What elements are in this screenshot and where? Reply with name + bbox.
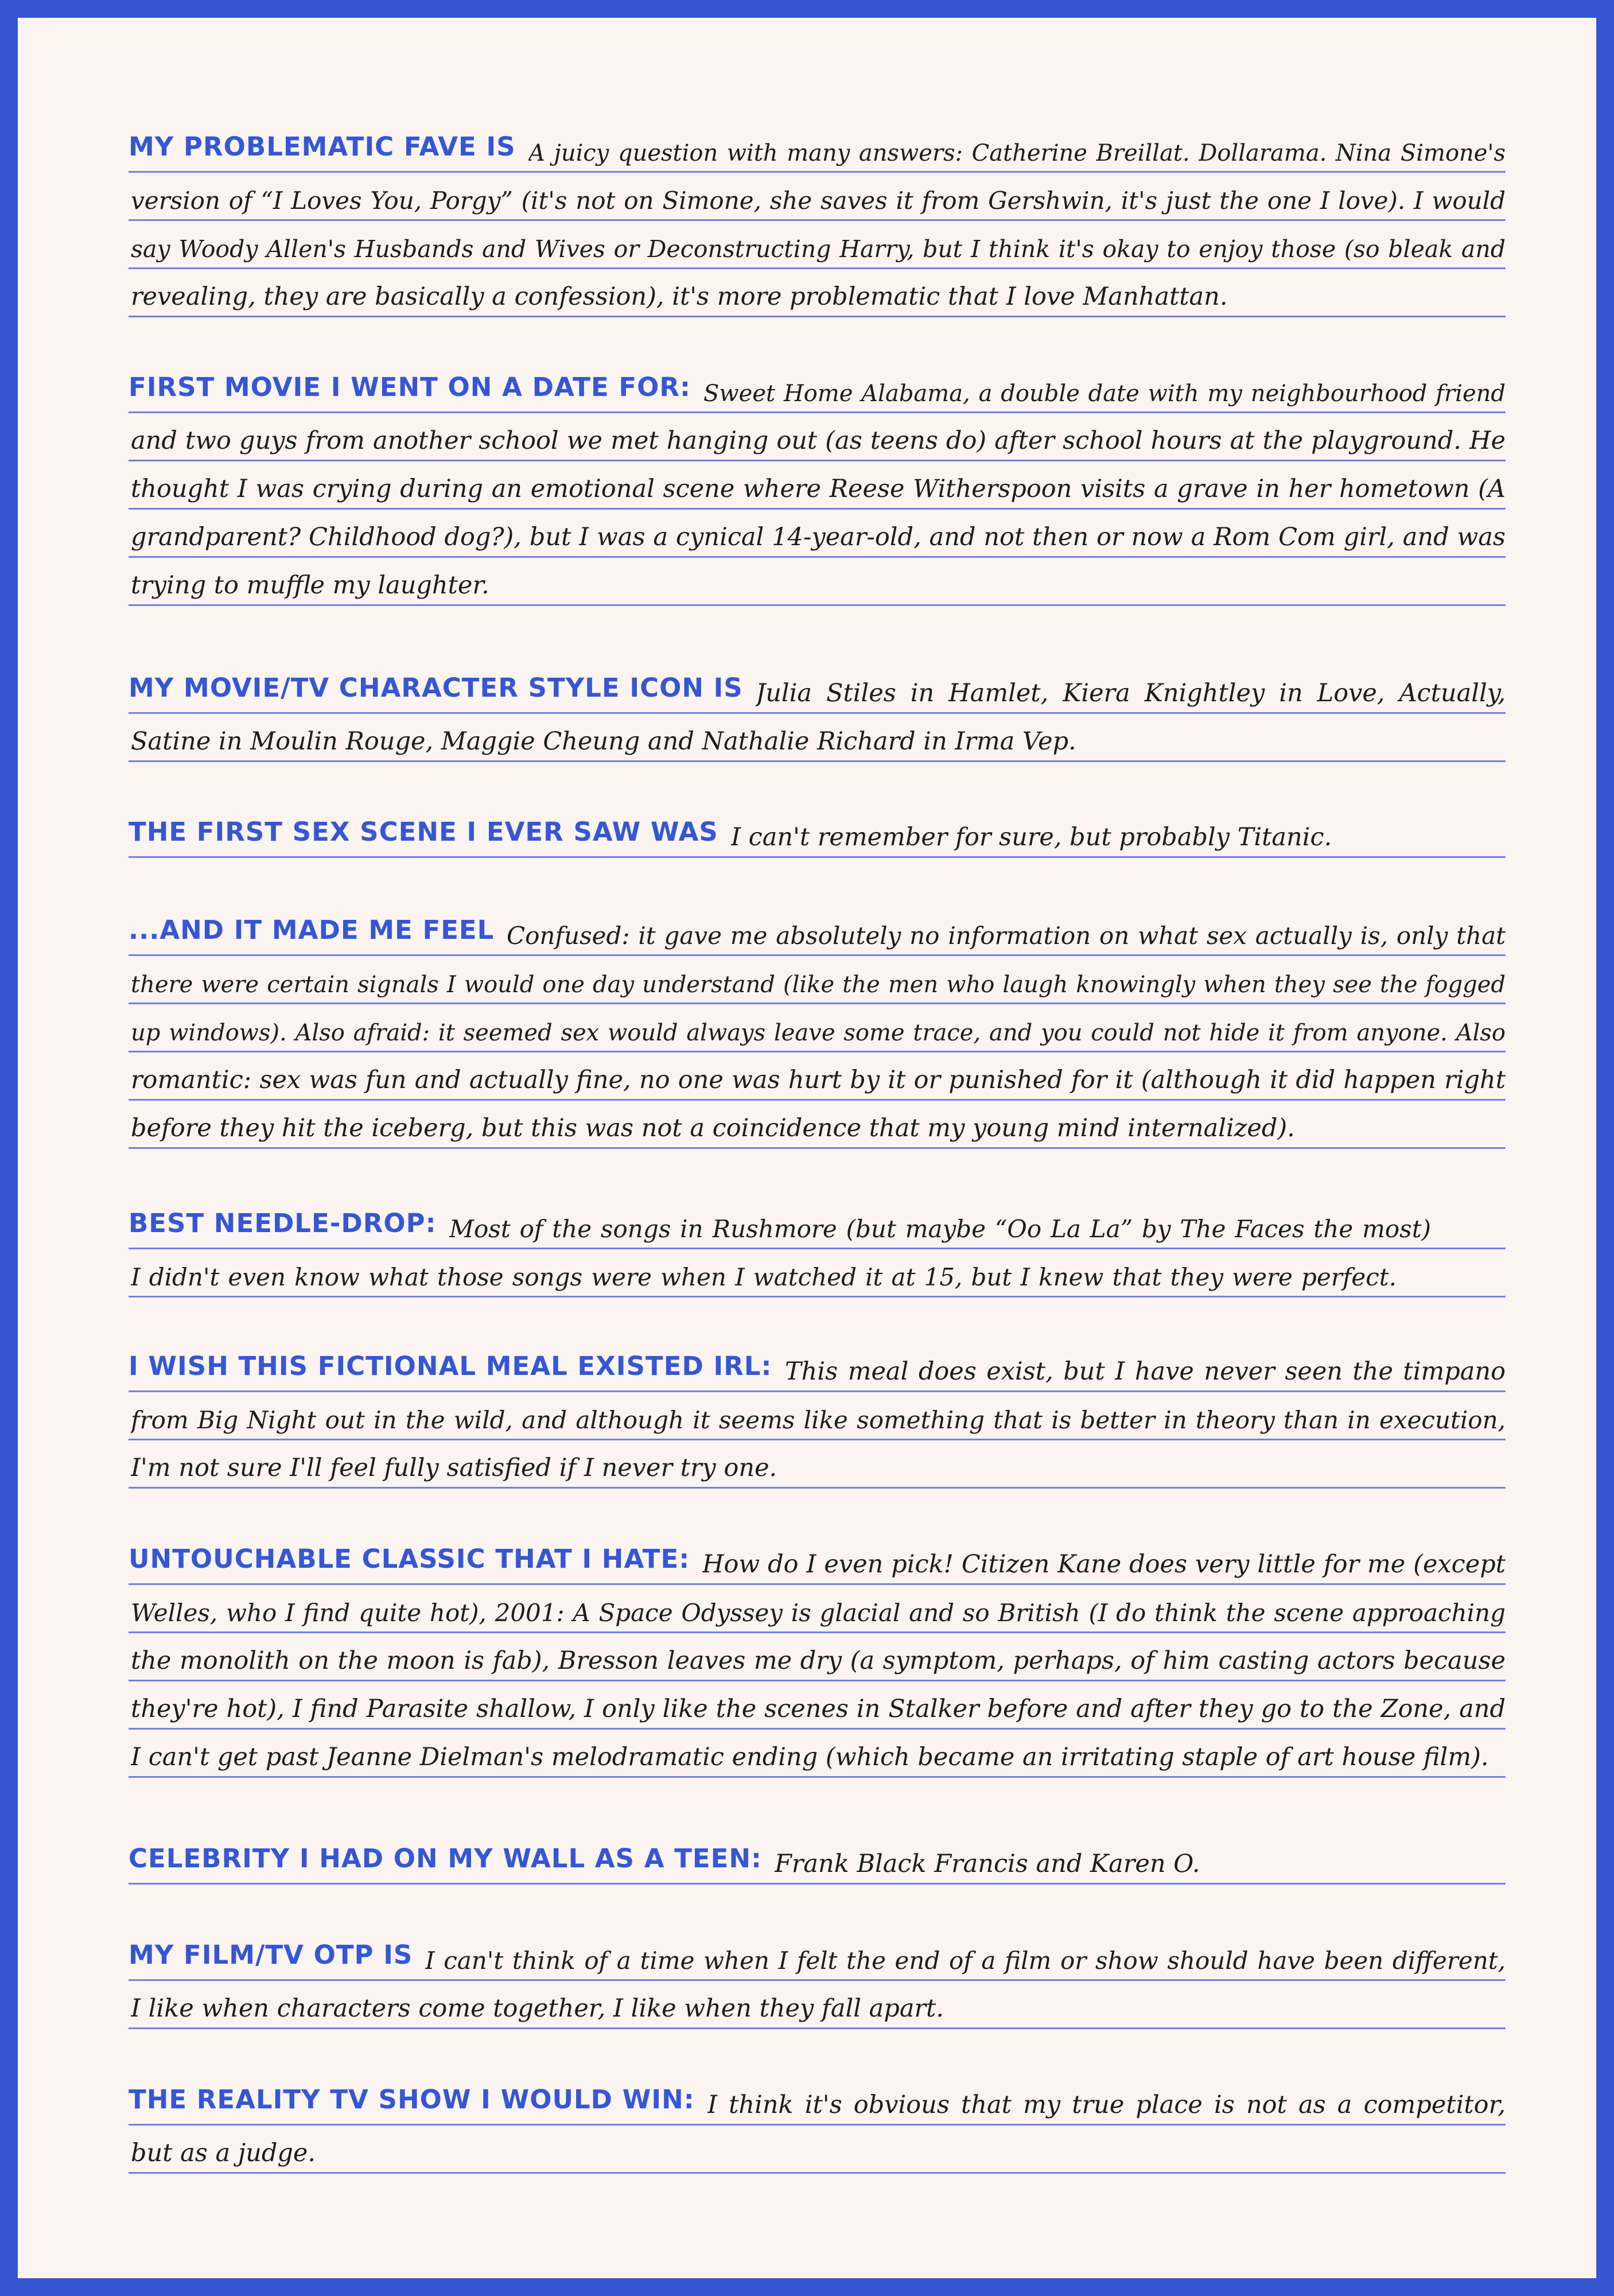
answer-text: I'm not sure I'll feel fully satisfied if I never try one. [131, 1454, 777, 1482]
question-label: CELEBRITY I HAD ON MY WALL AS A TEEN: [129, 1843, 770, 1874]
entry-film-tv-otp [129, 1933, 1506, 2029]
answer-text: A juicy question with many answers: Catherine Breillat. Dollarama. Nina Simone's [528, 140, 1506, 166]
answer-text: they're hot), I find Parasite shallow, I only like the scenes in Stalker before and after they go to the Zone, and [131, 1695, 1506, 1723]
entry-line [129, 1585, 1506, 1633]
question-label: ...AND IT MADE ME FEEL [129, 915, 502, 945]
answer-text: I like when characters come together, I like when they fall apart. [131, 1994, 944, 2023]
answer-text: up windows). Also afraid: it seemed sex would always leave some trace, and you could not hide it from anyone. Also [131, 1020, 1506, 1046]
answer-text: grandparent? Childhood dog?), but I was a cynical 14-year-old, and not then or now a Rom Com girl, and was [131, 523, 1506, 551]
answer-text: Satine in Moulin Rouge, Maggie Cheung and Nathalie Richard in Irma Vep. [131, 727, 1076, 756]
entry-style-icon [129, 666, 1506, 762]
answer-text: Sweet Home Alabama, a double date with my neighbourhood friend [703, 380, 1506, 407]
entry-line [129, 1633, 1506, 1681]
entry-untouchable-classic [129, 1537, 1506, 1778]
entry-line [129, 1101, 1506, 1149]
question-label: MY FILM/TV OTP IS [129, 1940, 421, 1970]
entry-line [129, 461, 1506, 510]
answer-text: the monolith on the moon is fab), Bresson leaves me dry (a symptom, perhaps, of him casting actors because [131, 1646, 1506, 1675]
answer-text: I can't think of a time when I felt the end of a film or show should have been different, [425, 1947, 1506, 1975]
entry-reality-show [129, 2077, 1506, 2174]
entry-line [129, 1981, 1506, 2029]
answer-text: I can't get past Jeanne Dielman's melodramatic ending (which became an irritating staple of art house film). [131, 1743, 1489, 1771]
entry-line [129, 413, 1506, 461]
entry-line [129, 1681, 1506, 1730]
answer-text: there were certain signals I would one day understand (like the men who laugh knowingly when they see the fogged [131, 972, 1506, 998]
entry-celebrity-wall [129, 1836, 1506, 1885]
entry-line [129, 810, 1506, 858]
entry-line [129, 956, 1506, 1004]
entry-line [129, 1249, 1506, 1297]
entry-line [129, 1052, 1506, 1101]
entry-line [129, 1836, 1506, 1885]
entry-line [129, 1730, 1506, 1778]
answer-text: but as a judge. [131, 2139, 316, 2167]
entry-line [129, 558, 1506, 606]
entry-line [129, 1392, 1506, 1440]
answer-text: This meal does exist, but I have never seen the timpano [785, 1357, 1506, 1386]
entry-line [129, 125, 1506, 173]
answer-text: and two guys from another school we met hanging out (as teens do) after school hours at the playground. He [131, 426, 1506, 455]
answer-text: I think it's obvious that my true place is not as a competitor, [707, 2091, 1506, 2119]
questionnaire-page [18, 18, 1596, 2278]
entry-line [129, 173, 1506, 221]
answer-text: thought I was crying during an emotional scene where Reese Witherspoon visits a grave in her hometown (A [131, 475, 1506, 503]
answer-text: I can't remember for sure, but probably Titanic. [731, 823, 1332, 852]
question-label: MY PROBLEMATIC FAVE IS [129, 131, 524, 162]
answer-text: romantic: sex was fun and actually fine, no one was hurt by it or punished for it (although it did happen right [131, 1066, 1506, 1094]
entry-line [129, 1201, 1506, 1249]
entry-line [129, 1004, 1506, 1052]
entry-line [129, 666, 1506, 714]
question-label: FIRST MOVIE I WENT ON A DATE FOR: [129, 372, 699, 402]
answer-text: Welles, who I find quite hot), 2001: A Space Odyssey is glacial and so British (I do think the scene approaching [131, 1599, 1506, 1627]
entry-line [129, 1537, 1506, 1585]
question-label: BEST NEEDLE-DROP: [129, 1208, 445, 1238]
question-label: UNTOUCHABLE CLASSIC THAT I HATE: [129, 1544, 698, 1574]
question-label: THE REALITY TV SHOW I WOULD WIN: [129, 2084, 703, 2115]
entry-needle-drop [129, 1201, 1506, 1297]
entry-line [129, 2077, 1506, 2126]
answer-text: from Big Night out in the wild, and although it seems like something that is better in theory than in execution, [131, 1406, 1506, 1434]
entry-first-date-movie [129, 365, 1506, 606]
answer-text: How do I even pick! Citizen Kane does very little for me (except [702, 1550, 1506, 1579]
answer-text: version of “I Loves You, Porgy” (it's not on Simone, she saves it from Gershwin, it's just the one I love). I would [131, 187, 1506, 215]
entry-made-me-feel [129, 908, 1506, 1149]
entry-line [129, 1344, 1506, 1392]
entry-line [129, 365, 1506, 413]
answer-text: I didn't even know what those songs were when I watched it at 15, but I knew that they were perfect. [131, 1263, 1397, 1291]
entry-line [129, 1440, 1506, 1489]
entry-line [129, 269, 1506, 317]
question-label: I WISH THIS FICTIONAL MEAL EXISTED IRL: [129, 1351, 780, 1381]
entry-line [129, 714, 1506, 762]
answer-text: Frank Black Francis and Karen O. [775, 1850, 1200, 1878]
question-label: THE FIRST SEX SCENE I EVER SAW WAS [129, 817, 726, 847]
answer-text: Most of the songs in Rushmore (but maybe “Oo La La” by The Faces the most) [449, 1215, 1431, 1243]
entry-line [129, 221, 1506, 269]
entry-line [129, 908, 1506, 956]
answer-text: before they hit the iceberg, but this was not a coincidence that my young mind internalized). [131, 1114, 1295, 1143]
answer-text: Confused: it gave me absolutely no information on what sex actually is, only that [507, 922, 1506, 950]
entry-line [129, 1933, 1506, 1981]
answer-text: say Woody Allen's Husbands and Wives or Deconstructing Harry, but I think it's okay to enjoy those (so bleak and [131, 235, 1506, 263]
answer-text: trying to muffle my laughter. [131, 571, 489, 600]
answer-text: revealing, they are basically a confession), it's more problematic that I love Manhattan. [131, 282, 1228, 311]
entry-line [129, 510, 1506, 558]
entry-problematic-fave [129, 125, 1506, 317]
answer-text: Julia Stiles in Hamlet, Kiera Knightley in Love, Actually, [756, 679, 1506, 708]
entry-first-sex-scene [129, 810, 1506, 858]
entry-fictional-meal [129, 1344, 1506, 1489]
question-label: MY MOVIE/TV CHARACTER STYLE ICON IS [129, 673, 751, 703]
entry-line [129, 2126, 1506, 2174]
